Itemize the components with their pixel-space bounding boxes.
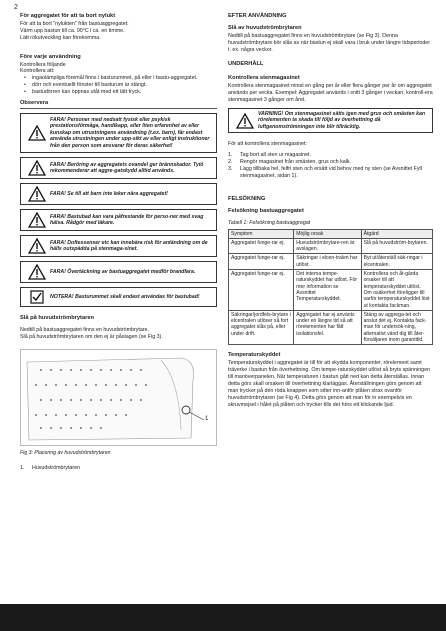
paragraph-line: Slå på huvudströmbrytaren om den ej är påslagen (se Fig 3). (20, 333, 163, 340)
table-cell: Aggregatet funge-rar ej. (229, 254, 294, 270)
warning-triangle-icon (24, 264, 50, 280)
table-row (229, 270, 433, 311)
table-cell: Byt ut/återställ säk-ringar i elcentralen. (361, 254, 432, 270)
section-title-before-use: Före varje användning (20, 53, 81, 60)
steps-list (228, 152, 433, 180)
divider (20, 108, 217, 109)
note-text: NOTERA! Basturummet skall endast användas för bastubad! (50, 293, 200, 300)
step-item: 2. Rengör magasinet från smästen, grus och kalk. (228, 159, 351, 166)
paragraph-line: Värm upp bastun till ca. 90°C i ca. en timme. (20, 27, 125, 34)
warning-box (20, 113, 217, 153)
section-title-maintenance: UNDERHÅLL (228, 60, 264, 67)
warning-text: VARNING! Om stenmagasinet sätts igen med grus och smästen kan rörelementen ta skada till följd av överhettning då luftgenomströmningen inte blir tillräcklig. (258, 111, 426, 130)
warning-box (20, 235, 217, 257)
table-row (229, 238, 433, 254)
paragraph: Nedtill på bastuaggregatet finns en huvudströmbrytare (se Fig 3). Denna huvudströmbrytare bör slås av när bastun ej skall vara i bruk under längre tidsperioder t. ex. några veckor. (228, 32, 430, 53)
table-caption: Tabell 1: Felsökning bastuaggregat (228, 219, 311, 226)
paragraph-line: Kontrollera att: (20, 68, 55, 75)
paragraph-line: Kontrollera följande (20, 61, 66, 68)
step-item: 3. Lägg tillbaka hel, felfri sten och ersätt vid behov med ny sten (se Avsnittet Fyll stenmagasinet, sidan 1). (228, 166, 422, 179)
warning-box (20, 209, 217, 231)
table-cell: Aggregatet funge-rar ej. (229, 238, 294, 254)
heater-illustration (21, 350, 217, 445)
paragraph-line: Nedtill på bastuaggregatet finns en huvudströmbrytare. (20, 326, 149, 333)
warning-text: FARA! Se till att barn inte leker nära aggregatet! (50, 190, 168, 197)
table-cell: Stäng av aggrega-tet och anslut det ej. Kontakta fack-man för undersök-ning, alternativt vänd dig till åter-försäljaren inom garantitid. (361, 310, 432, 344)
warning-triangle-icon (24, 238, 50, 254)
warning-box (20, 261, 217, 283)
section-title-observe: Observera (20, 100, 49, 107)
column-header: Möjlig orsak (294, 229, 361, 238)
warning-triangle-icon (24, 212, 50, 228)
left-column (20, 13, 217, 472)
figure-legend (20, 465, 217, 472)
warning-text: FARA! Bastubad kan vara påfrestande för perso-ner med svag hälsa. Rådgör med läkare. (50, 213, 204, 226)
table-cell: Säkringar i elcen-tralen har utlöst. (294, 254, 361, 270)
check-list (20, 75, 217, 96)
paragraph: Temperaturskyddet i aggregatet är till för att skydda komponenter, rörelement samt träverke i bastun från överhettning. Om tempe-raturskyddet utlöst så bryts spänningen till manöverpanelen. När temperaturen i bastun gått ned kan detta återställas. Innan detta görs skall orsaken till överhettning klarläggas. Återställningen görs genom att man trycker på den röda knappen som sitter inn-anför plåten strax ovanför huvudströmbrytaren (se Fig 4). Detta görs genom att man för in exempelvis en skruvmejsel i hålet på plåten och trycker tills det hörs ett klickande ljud. (228, 360, 430, 408)
section-title-temperature-protection: Temperaturskyddet (228, 352, 281, 359)
right-column (228, 13, 433, 409)
warning-triangle-icon (24, 160, 50, 176)
column-header: Symptom (229, 229, 294, 238)
list-item: • ingaolämpliga föremål finns i basturummet, på eller i bastu-aggregatet. (32, 75, 217, 82)
figure-heater-switch (20, 349, 217, 446)
table-row (229, 310, 433, 344)
page-number: 2 (14, 4, 18, 11)
warning-triangle-icon (24, 186, 50, 202)
table-header-row (229, 229, 433, 238)
table-cell: Huvudströmbrytare-ren är avslagen. (294, 238, 361, 254)
warning-triangle-icon (232, 113, 258, 129)
warning-box (20, 157, 217, 179)
column-header: Åtgärd (361, 229, 432, 238)
warning-text: FARA! Personer med nedsatt fysisk eller psykisk prestationsförmåga, handikapp, eller liten erfarenhet av eller kunskap om utrustningens användning (t.ex. barn), får endast använda utrustningen under upp-sikt av eller enligt instruktioner från den person som ansvarar för deras säkerhet! (50, 116, 210, 149)
table-cell: Kontrollera och åt-gärda orsaker till att temperaturskyddet utlöst. Om osäkerhet föreligger till varför temperaturskyddet löst ut kontakta fackman. (361, 270, 432, 311)
paragraph-line: Lätt rökutveckling kan förekomma. (20, 34, 101, 41)
paragraph-line: För att ta bort "nylukten" från bastuaggregatet: (20, 20, 129, 27)
legend-item: 1. Huvudströmbrytaren (20, 464, 80, 471)
table-row (229, 254, 433, 270)
footer-bar (0, 604, 446, 631)
section-title-switch-off: Slå av huvudströmbrytaren (228, 24, 302, 31)
step-item: 1. Tag bort all sten ur magasinet. (228, 152, 311, 159)
warning-box (228, 108, 433, 133)
figure-callout-number: 1 (205, 415, 209, 422)
warning-text: FARA! Övertäckning av bastuaggregatet medför brandfara. (50, 268, 196, 275)
section-title-after-use: EFTER ANVÄNDNING (228, 13, 287, 19)
table-cell: Aggregatet funge-rar ej. (229, 270, 294, 311)
section-title-troubleshooting: FELSÖKNING (228, 195, 266, 202)
section-title-main-switch: Slå på huvudströmbrytaren (20, 314, 94, 321)
table-cell: Slå på huvudström-brytaren. (361, 238, 432, 254)
troubleshooting-table (228, 229, 433, 346)
figure-caption: Fig 3: Placering av huvudströmbrytaren (20, 449, 111, 456)
list-item: • dörr och eventuellt fönster till basturum är stängt. (32, 82, 217, 89)
paragraph: Kontrollera stenmagasinet minst en gång per år eller flera gånger per år om aggregatet används per vecka. Exempel: Aggregatet används i snitt 3 gånger i veckan, kontroll-era stenmagasinet 3 gånger om året. (228, 83, 433, 104)
warning-text: FARA! Beröring av aggregatets ovandel ger brännskador. Tyiö rekommenderar att aggre-gatskydd alltid används. (50, 161, 204, 174)
table-cell: Säkringar/jordfels-brytare i elcentralen utlöser så fort aggregatet slås på, eller under drift. (229, 310, 294, 344)
warning-text: FARA! Doftessenser etc kan innebära risk för antändning om de hälls outspädda på stenmaga-sinet. (50, 239, 208, 252)
checkbox-note-icon (24, 290, 50, 304)
main-switch-marker (182, 406, 190, 414)
table-cell: Det interna tempe-raturskyddet har utlöst. För mer information se Avsnittet Temperaturskyddet. (294, 270, 361, 311)
list-item: • bastudörren kan öppnas utåt med ett lätt tryck. (32, 89, 217, 96)
section-title-check-stones: Kontrollera stenmagasinet (228, 75, 300, 82)
warning-box (20, 183, 217, 205)
section-title-troubleshooting-heater: Felsökning bastuaggregatet (228, 207, 304, 214)
section-title-new-smell: För aggregatet för att ta bort nylukt (20, 13, 116, 19)
table-cell: Aggregatet har ej använts under en längre tid så att rörelementen har fått isolationsfel. (294, 310, 361, 344)
warning-triangle-icon (24, 125, 50, 141)
note-box (20, 287, 217, 307)
paragraph: För att kontrollera stenmagasinet: (228, 141, 307, 148)
